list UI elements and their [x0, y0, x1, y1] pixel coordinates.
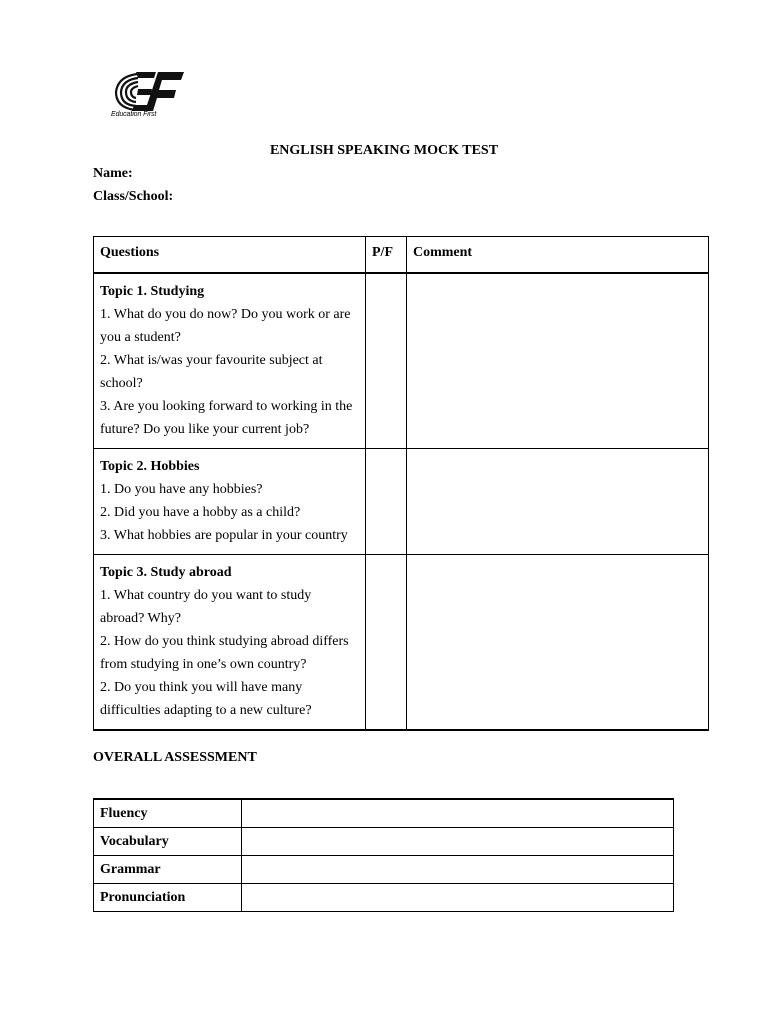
header-pass-fail: P/F — [366, 237, 407, 274]
questions-header-row — [94, 237, 709, 274]
topic-questions-cell — [94, 273, 366, 449]
questions-table — [93, 236, 709, 731]
comment-cell — [407, 273, 709, 449]
question-item: 2. Do you think you will have many difficulties adapting to a new culture? — [100, 680, 312, 718]
criterion-score-cell — [242, 828, 674, 856]
pass-fail-cell — [366, 449, 407, 555]
criterion-label: Fluency — [94, 799, 242, 828]
criterion-score-cell — [242, 856, 674, 884]
topic-row-study-abroad — [94, 555, 709, 731]
assessment-table — [93, 798, 674, 912]
topic-row-studying — [94, 273, 709, 449]
name-label: Name: — [93, 166, 133, 181]
question-item: 3. What hobbies are popular in your country — [100, 528, 348, 543]
comment-cell — [407, 555, 709, 731]
question-item: 1. What country do you want to study abroad? Why? — [100, 588, 312, 626]
criterion-score-cell — [242, 799, 674, 828]
pass-fail-cell — [366, 555, 407, 731]
topic-row-hobbies — [94, 449, 709, 555]
overall-assessment-title: OVERALL ASSESSMENT — [93, 750, 257, 765]
topic-title: Topic 3. Study abroad — [100, 565, 232, 580]
question-item: 2. What is/was your favourite subject at school? — [100, 353, 323, 391]
logo-tagline: Education First — [111, 111, 157, 118]
topic-questions-cell — [94, 555, 366, 731]
class-school-label: Class/School: — [93, 189, 174, 204]
question-item: 1. What do you do now? Do you work or are you a student? — [100, 307, 351, 345]
question-item: 3. Are you looking forward to working in the future? Do you like your current job? — [100, 399, 353, 437]
question-item: 2. Did you have a hobby as a child? — [100, 505, 301, 520]
criterion-label: Vocabulary — [94, 828, 242, 856]
assessment-row-pronunciation — [94, 884, 674, 912]
topic-title: Topic 1. Studying — [100, 284, 205, 299]
comment-cell — [407, 449, 709, 555]
question-item: 1. Do you have any hobbies? — [100, 482, 263, 497]
document-title: ENGLISH SPEAKING MOCK TEST — [269, 143, 499, 158]
header-comment: Comment — [407, 237, 709, 274]
topic-title: Topic 2. Hobbies — [100, 459, 200, 474]
assessment-row-vocabulary — [94, 828, 674, 856]
header-questions: Questions — [94, 237, 366, 274]
question-item: 2. How do you think studying abroad differs from studying in one’s own country? — [100, 634, 349, 672]
topic-questions-cell — [94, 449, 366, 555]
criterion-score-cell — [242, 884, 674, 912]
criterion-label: Grammar — [94, 856, 242, 884]
pass-fail-cell — [366, 273, 407, 449]
criterion-label: Pronunciation — [94, 884, 242, 912]
assessment-row-grammar — [94, 856, 674, 884]
assessment-row-fluency — [94, 799, 674, 828]
